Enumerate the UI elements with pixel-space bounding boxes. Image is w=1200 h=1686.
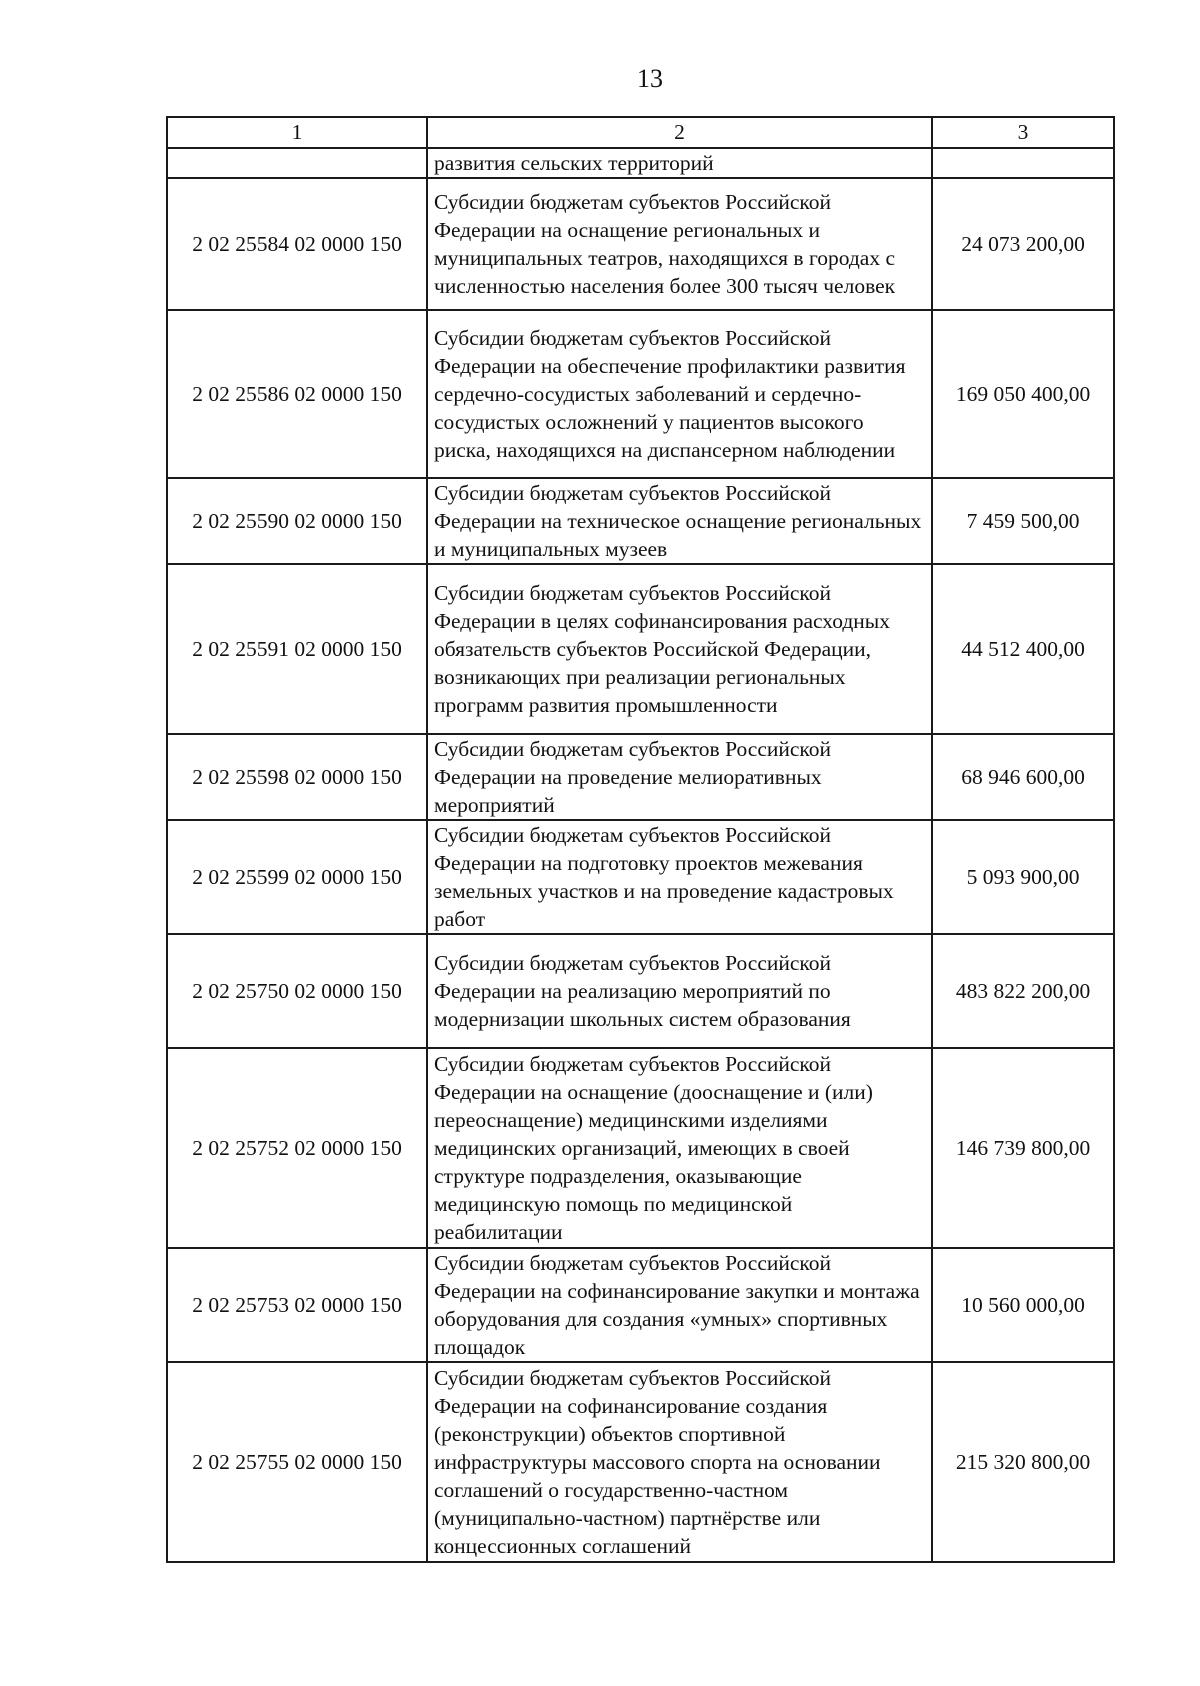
code-cell: 2 02 25590 02 0000 150 [167,478,427,564]
amount-cell: 10 560 000,00 [932,1248,1114,1362]
amount-cell: 68 946 600,00 [932,734,1114,820]
code-cell: 2 02 25755 02 0000 150 [167,1362,427,1562]
amount-cell: 44 512 400,00 [932,564,1114,734]
amount-cell: 5 093 900,00 [932,820,1114,934]
description-cell: Субсидии бюджетам субъектов Российской Федерации на оснащение (дооснащение и (или) переоснащение) медицинскими изделиями медицинских организаций, имеющих в своей структуре подразделения, оказывающие медицинскую помощь по медицинской реабилитации [427,1048,932,1248]
description-cell: Субсидии бюджетам субъектов Российской Федерации на подготовку проектов межевания земельных участков и на проведение кадастровых работ [427,820,932,934]
table-row [167,820,1114,934]
description-cell: Субсидии бюджетам субъектов Российской Федерации на реализацию мероприятий по модернизации школьных систем образования [427,934,932,1048]
amount-cell: 169 050 400,00 [932,310,1114,478]
amount-cell: 483 822 200,00 [932,934,1114,1048]
column-header-2: 2 [427,117,932,148]
amount-cell: 24 073 200,00 [932,178,1114,310]
code-cell: 2 02 25586 02 0000 150 [167,310,427,478]
page-number: 13 [637,64,663,93]
code-cell [167,148,427,178]
amount-cell: 7 459 500,00 [932,478,1114,564]
amount-cell: 146 739 800,00 [932,1048,1114,1248]
table-row [167,934,1114,1048]
description-cell: Субсидии бюджетам субъектов Российской Федерации в целях софинансирования расходных обязательств субъектов Российской Федерации, возникающих при реализации региональных программ развития промышленности [427,564,932,734]
description-cell: развития сельских территорий [427,148,932,178]
table-row [167,1362,1114,1562]
table-row [167,310,1114,478]
table-row [167,564,1114,734]
code-cell: 2 02 25599 02 0000 150 [167,820,427,934]
code-cell: 2 02 25750 02 0000 150 [167,934,427,1048]
code-cell: 2 02 25752 02 0000 150 [167,1048,427,1248]
table-row [167,734,1114,820]
code-cell: 2 02 25598 02 0000 150 [167,734,427,820]
continuation-row [167,148,1114,178]
table-row [167,178,1114,310]
table-row [167,1048,1114,1248]
description-cell: Субсидии бюджетам субъектов Российской Федерации на оснащение региональных и муниципальных театров, находящихся в городах с численностью населения более 300 тысяч человек [427,178,932,310]
amount-cell [932,148,1114,178]
table-row [167,1248,1114,1362]
budget-table [166,116,1115,1563]
column-header-3: 3 [932,117,1114,148]
code-cell: 2 02 25753 02 0000 150 [167,1248,427,1362]
description-cell: Субсидии бюджетам субъектов Российской Федерации на софинансирование создания (реконструкции) объектов спортивной инфраструктуры массового спорта на основании соглашений о государственно-частном (муниципально-частном) партнёрстве или концессионных соглашений [427,1362,932,1562]
table-header-row [167,117,1114,148]
description-cell: Субсидии бюджетам субъектов Российской Федерации на техническое оснащение региональных и муниципальных музеев [427,478,932,564]
amount-cell: 215 320 800,00 [932,1362,1114,1562]
code-cell: 2 02 25591 02 0000 150 [167,564,427,734]
code-cell: 2 02 25584 02 0000 150 [167,178,427,310]
column-header-1: 1 [167,117,427,148]
description-cell: Субсидии бюджетам субъектов Российской Федерации на обеспечение профилактики развития сердечно-сосудистых заболеваний и сердечно-сосудистых осложнений у пациентов высокого риска, находящихся на диспансерном наблюдении [427,310,932,478]
description-cell: Субсидии бюджетам субъектов Российской Федерации на проведение мелиоративных мероприятий [427,734,932,820]
table-row [167,478,1114,564]
description-cell: Субсидии бюджетам субъектов Российской Федерации на софинансирование закупки и монтажа оборудования для создания «умных» спортивных площадок [427,1248,932,1362]
